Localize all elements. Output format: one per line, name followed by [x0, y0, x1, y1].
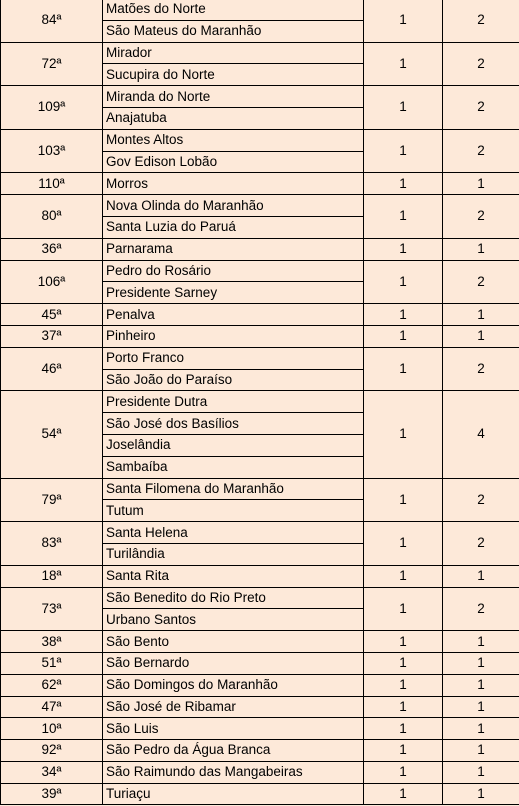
municipality-cell: Joselândia [103, 434, 364, 456]
count-b-cell: 2 [443, 86, 519, 130]
municipality-cell: São Pedro da Água Branca [103, 740, 364, 762]
zone-cell: 80ª [1, 195, 103, 239]
zone-cell: 106ª [1, 260, 103, 304]
count-b-cell: 1 [443, 674, 519, 696]
count-b-cell: 2 [443, 478, 519, 522]
table-row [1, 565, 519, 587]
count-a-cell: 1 [364, 631, 443, 653]
zone-cell: 72ª [1, 42, 103, 86]
count-b-cell: 1 [443, 304, 519, 326]
count-b-cell: 2 [443, 260, 519, 304]
zone-cell: 109ª [1, 86, 103, 130]
count-b-cell: 2 [443, 347, 519, 391]
zone-cell: 54ª [1, 391, 103, 478]
count-a-cell: 1 [364, 260, 443, 304]
municipality-cell: Pinheiro [103, 325, 364, 347]
table-row [1, 696, 519, 718]
municipality-cell: Penalva [103, 304, 364, 326]
count-a-cell: 1 [364, 347, 443, 391]
count-b-cell: 2 [443, 195, 519, 239]
count-a-cell: 1 [364, 652, 443, 674]
count-a-cell: 1 [364, 304, 443, 326]
municipality-cell: Matões do Norte [103, 0, 364, 20]
zone-cell: 47ª [1, 696, 103, 718]
zone-cell: 37ª [1, 325, 103, 347]
count-a-cell: 1 [364, 565, 443, 587]
count-a-cell: 1 [364, 587, 443, 631]
municipality-cell: Parnarama [103, 238, 364, 260]
municipality-cell: Santa Helena [103, 522, 364, 544]
municipality-cell: São José dos Basílios [103, 413, 364, 435]
table-row [1, 631, 519, 653]
zone-cell: 103ª [1, 129, 103, 173]
table-row [1, 195, 519, 217]
municipality-cell: São Mateus do Maranhão [103, 20, 364, 42]
municipality-cell: Santa Filomena do Maranhão [103, 478, 364, 500]
count-a-cell: 1 [364, 129, 443, 173]
table-row [1, 522, 519, 544]
zone-cell: 45ª [1, 304, 103, 326]
municipality-cell: Turilândia [103, 543, 364, 565]
count-a-cell: 1 [364, 42, 443, 86]
municipality-cell: São Domingos do Maranhão [103, 674, 364, 696]
municipality-cell: Turiaçu [103, 783, 364, 805]
count-a-cell: 1 [364, 783, 443, 805]
count-b-cell: 1 [443, 718, 519, 740]
zone-cell: 79ª [1, 478, 103, 522]
table-row [1, 391, 519, 413]
municipality-cell: Gov Edison Lobão [103, 151, 364, 173]
zone-cell: 92ª [1, 740, 103, 762]
count-b-cell: 1 [443, 652, 519, 674]
count-b-cell: 1 [443, 783, 519, 805]
municipality-cell: São Raimundo das Mangabeiras [103, 761, 364, 783]
zone-cell: 39ª [1, 783, 103, 805]
municipality-cell: São Bernardo [103, 652, 364, 674]
count-a-cell: 1 [364, 718, 443, 740]
table-row [1, 652, 519, 674]
zone-cell: 36ª [1, 238, 103, 260]
count-a-cell: 1 [364, 740, 443, 762]
municipality-cell: São Luis [103, 718, 364, 740]
count-a-cell: 1 [364, 478, 443, 522]
table-row [1, 238, 519, 260]
count-a-cell: 1 [364, 325, 443, 347]
municipality-cell: São João do Paraíso [103, 369, 364, 391]
municipality-cell: Miranda do Norte [103, 86, 364, 108]
count-a-cell: 1 [364, 173, 443, 195]
zone-cell: 10ª [1, 718, 103, 740]
table-row [1, 0, 519, 20]
table-row [1, 740, 519, 762]
zone-cell: 83ª [1, 522, 103, 566]
municipality-cell: São José de Ribamar [103, 696, 364, 718]
municipality-cell: Presidente Sarney [103, 282, 364, 304]
zones-table-body [1, 0, 519, 805]
count-a-cell: 1 [364, 86, 443, 130]
municipality-cell: São Benedito do Rio Preto [103, 587, 364, 609]
zone-cell: 38ª [1, 631, 103, 653]
municipality-cell: São Bento [103, 631, 364, 653]
count-a-cell: 1 [364, 0, 443, 42]
municipality-cell: Santa Rita [103, 565, 364, 587]
municipality-cell: Tutum [103, 500, 364, 522]
municipality-cell: Mirador [103, 42, 364, 64]
table-row [1, 347, 519, 369]
municipality-cell: Anajatuba [103, 107, 364, 129]
municipality-cell: Urbano Santos [103, 609, 364, 631]
count-b-cell: 1 [443, 173, 519, 195]
count-b-cell: 4 [443, 391, 519, 478]
table-row [1, 86, 519, 108]
zone-cell: 18ª [1, 565, 103, 587]
count-b-cell: 2 [443, 522, 519, 566]
municipality-cell: Morros [103, 173, 364, 195]
count-b-cell: 1 [443, 325, 519, 347]
table-row [1, 783, 519, 805]
count-b-cell: 1 [443, 631, 519, 653]
zone-cell: 73ª [1, 587, 103, 631]
zone-cell: 46ª [1, 347, 103, 391]
zone-cell: 84ª [1, 0, 103, 42]
table-row [1, 478, 519, 500]
count-b-cell: 2 [443, 129, 519, 173]
count-b-cell: 1 [443, 761, 519, 783]
municipality-cell: Presidente Dutra [103, 391, 364, 413]
municipality-cell: Porto Franco [103, 347, 364, 369]
table-row [1, 173, 519, 195]
count-a-cell: 1 [364, 761, 443, 783]
count-b-cell: 2 [443, 587, 519, 631]
table-row [1, 304, 519, 326]
zone-cell: 110ª [1, 173, 103, 195]
table-row [1, 325, 519, 347]
count-b-cell: 1 [443, 740, 519, 762]
municipality-cell: Montes Altos [103, 129, 364, 151]
count-a-cell: 1 [364, 522, 443, 566]
zone-cell: 51ª [1, 652, 103, 674]
count-a-cell: 1 [364, 195, 443, 239]
count-b-cell: 2 [443, 0, 519, 42]
municipality-cell: Sambaíba [103, 456, 364, 478]
count-a-cell: 1 [364, 696, 443, 718]
table-row [1, 761, 519, 783]
table-row [1, 587, 519, 609]
municipality-cell: Pedro do Rosário [103, 260, 364, 282]
count-a-cell: 1 [364, 674, 443, 696]
table-row [1, 718, 519, 740]
municipality-cell: Nova Olinda do Maranhão [103, 195, 364, 217]
municipality-cell: Santa Luzia do Paruá [103, 216, 364, 238]
municipality-cell: Sucupira do Norte [103, 64, 364, 86]
count-a-cell: 1 [364, 238, 443, 260]
count-a-cell: 1 [364, 391, 443, 478]
table-row [1, 129, 519, 151]
count-b-cell: 2 [443, 42, 519, 86]
count-b-cell: 1 [443, 696, 519, 718]
count-b-cell: 1 [443, 565, 519, 587]
table-row [1, 260, 519, 282]
zone-cell: 34ª [1, 761, 103, 783]
zone-cell: 62ª [1, 674, 103, 696]
table-row [1, 674, 519, 696]
count-b-cell: 1 [443, 238, 519, 260]
table-row [1, 42, 519, 64]
